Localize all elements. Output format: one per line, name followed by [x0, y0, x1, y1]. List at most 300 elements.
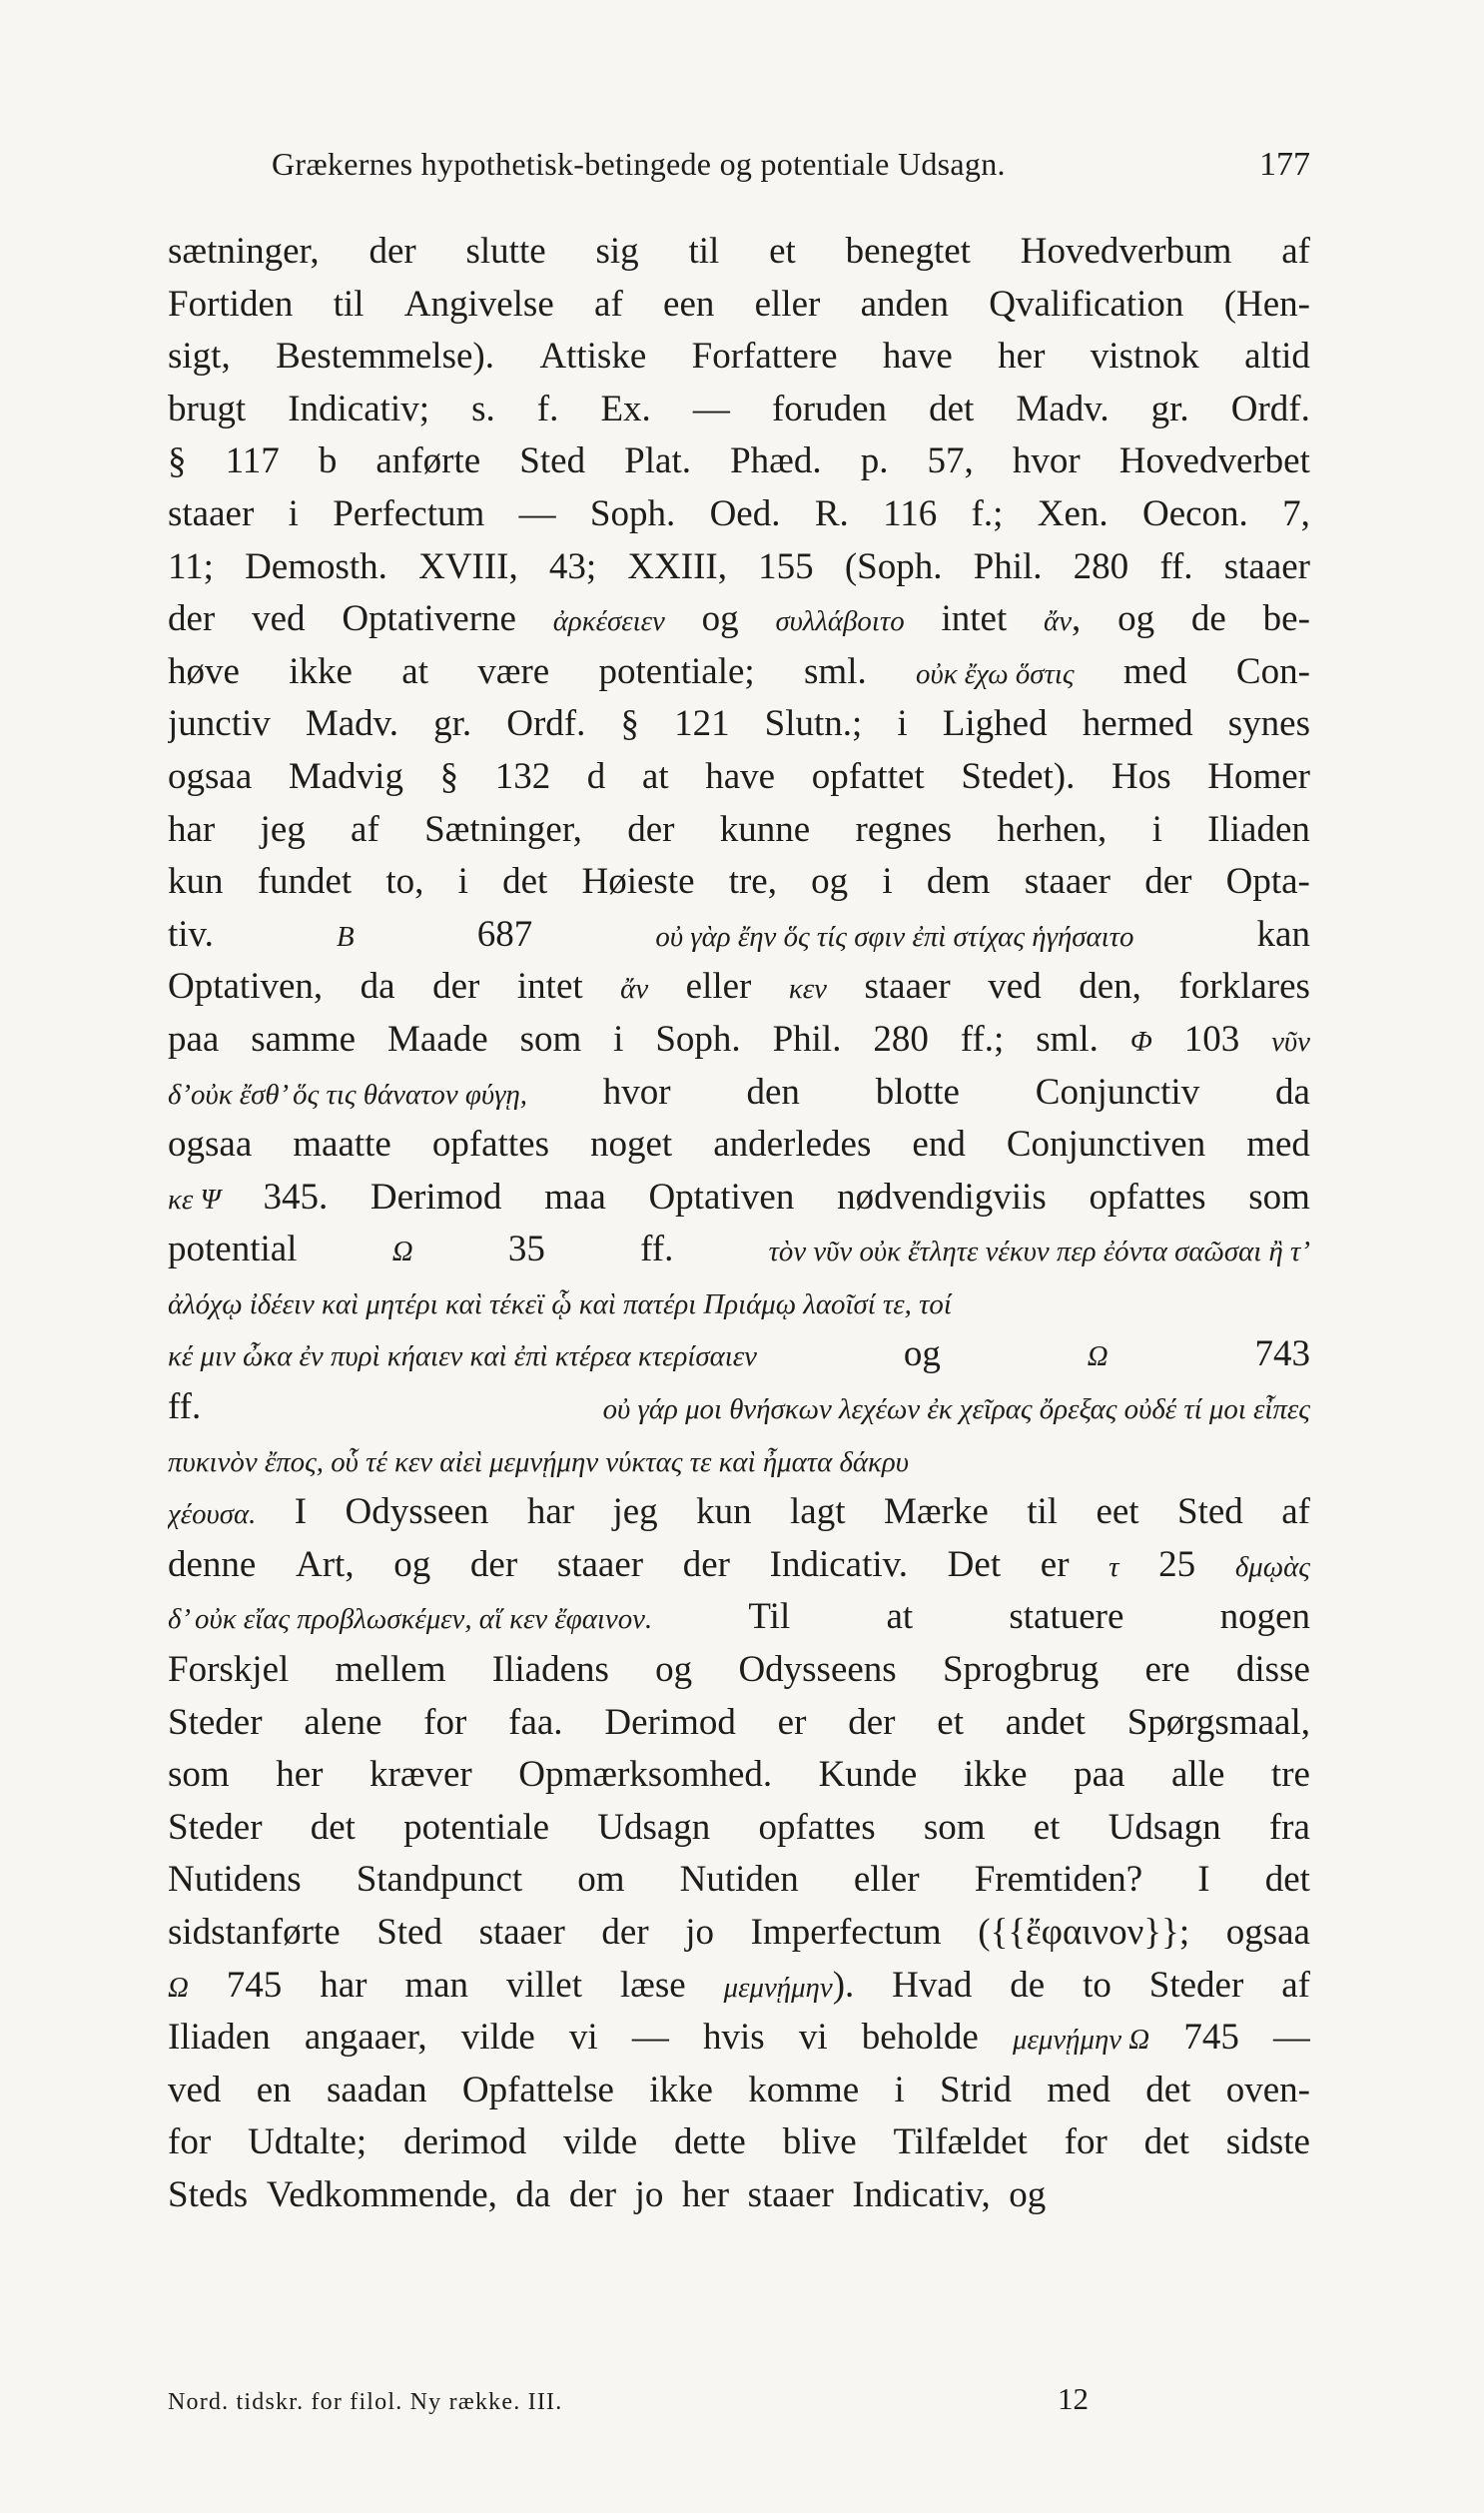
text-line — [168, 1224, 1310, 1276]
word — [769, 1224, 1310, 1276]
word: der — [432, 966, 480, 1008]
word: af — [594, 283, 623, 325]
word: Demosth. — [245, 545, 387, 587]
word: med — [1122, 650, 1187, 692]
word: XVIII, — [418, 545, 518, 587]
word: opfattet — [811, 755, 925, 797]
text-line — [168, 1749, 1310, 1802]
word: her — [998, 336, 1046, 378]
word: og — [701, 598, 739, 640]
word: d — [586, 755, 606, 797]
word: maatte — [293, 1124, 391, 1166]
word: Standpunct — [356, 1859, 523, 1901]
word: og — [811, 861, 849, 903]
word: Opta- — [1225, 861, 1310, 903]
word: Madv. — [1016, 388, 1110, 429]
word: staaer — [747, 2173, 834, 2215]
word: Indicativ, — [852, 2173, 991, 2215]
text-line — [168, 2012, 1310, 2065]
word: til — [688, 231, 720, 272]
word: sigt, — [168, 336, 231, 378]
word: af — [1281, 1964, 1310, 2006]
word: Indicativ; — [288, 388, 429, 429]
word: at — [641, 755, 669, 797]
word: ikke — [963, 1754, 1028, 1796]
greek-quote: δ’ οὐκ εἴας προβλωσκέμεν, αἵ κεν ἔφαινον. — [168, 1603, 653, 1636]
word: alene — [304, 1701, 382, 1743]
greek-quote: ἀλόχῳ ἰδέειν καὶ μητέρι καὶ τέκεϊ ᾧ καὶ πατέρι Πριάμῳ λαοῖσί τε, τοί — [168, 1287, 952, 1320]
sheet-number: 12 — [1058, 2381, 1089, 2416]
word: kun — [168, 861, 224, 903]
word: et — [769, 231, 796, 272]
word: Odysseens — [738, 1649, 897, 1691]
word: det — [310, 1806, 356, 1848]
word: da — [1275, 1071, 1310, 1113]
word: Ordf. — [506, 703, 586, 745]
word: den — [746, 1071, 800, 1113]
word: lagt — [790, 1491, 846, 1533]
word: Spørgsmaal, — [1126, 1701, 1310, 1743]
word: μεμνῄμην). — [723, 1964, 855, 2006]
word: der — [1144, 861, 1192, 903]
word: altid — [1244, 336, 1310, 378]
word: Til — [748, 1596, 791, 1638]
word: for — [1064, 2121, 1108, 2163]
word: maa — [544, 1176, 606, 1218]
word: f. — [536, 388, 559, 429]
word: Forskjel — [168, 1649, 290, 1691]
word: for — [168, 2121, 212, 2163]
word: samme — [251, 1018, 357, 1060]
word: i — [882, 861, 893, 903]
word: anderledes — [713, 1124, 872, 1166]
word: har — [526, 1491, 575, 1533]
text-line — [168, 1486, 1310, 1539]
word: komme — [748, 2069, 860, 2110]
word: ff. — [640, 1229, 674, 1270]
word: staaer — [1223, 545, 1310, 587]
word — [168, 1591, 652, 1644]
word: sidste — [1225, 2121, 1310, 2163]
word: i — [1151, 808, 1162, 850]
word: fundet — [257, 861, 353, 903]
text-line — [168, 698, 1310, 751]
text-line — [168, 279, 1310, 332]
word: de — [1190, 598, 1226, 640]
greek-quote: τ — [1109, 1550, 1119, 1583]
text-line — [168, 1067, 1310, 1120]
word: Fortiden — [168, 283, 294, 325]
word: og — [393, 1543, 431, 1585]
word — [168, 1172, 221, 1225]
word: Angivelse — [403, 283, 554, 325]
word: Optativerne — [342, 598, 516, 640]
word — [168, 1486, 256, 1539]
word: paa — [168, 1018, 220, 1060]
word: det — [502, 861, 548, 903]
word: staaer — [864, 966, 951, 1008]
word: Hovedverbum — [1020, 231, 1232, 272]
word: tre, — [728, 861, 777, 903]
word: andet — [1005, 1701, 1086, 1743]
text-line — [168, 856, 1310, 909]
word — [168, 1067, 527, 1120]
word: Homer — [1207, 755, 1310, 797]
word: (Soph. — [844, 545, 943, 587]
word: kræver — [370, 1754, 472, 1796]
word: dem — [926, 861, 991, 903]
text-line — [168, 1328, 1310, 1381]
word: de — [1010, 1964, 1046, 2006]
word: beholde — [861, 2017, 979, 2059]
word: paa — [1074, 1754, 1125, 1796]
word: da — [360, 966, 395, 1008]
word: 745 — [1183, 2017, 1239, 2059]
word: af — [1281, 1491, 1310, 1533]
word: Sætninger, — [424, 808, 582, 850]
greek-quote: νῦν — [1271, 1025, 1310, 1058]
word: Indicativ. — [769, 1543, 909, 1585]
text-line — [168, 541, 1310, 594]
word: Udsagn — [597, 1806, 711, 1848]
word: Soph. — [589, 492, 676, 534]
word — [337, 909, 355, 962]
word: Steds — [168, 2173, 249, 2215]
word — [916, 646, 1075, 699]
word: 743 — [1254, 1333, 1310, 1375]
word: Opmærksomhed. — [518, 1754, 773, 1796]
word: 687 — [476, 913, 533, 955]
word: regnes — [855, 808, 953, 850]
word: der — [682, 1543, 730, 1585]
word: at — [886, 1596, 914, 1638]
word — [1235, 1539, 1310, 1592]
word: foruden — [771, 388, 888, 429]
greek-quote: Ω — [168, 1971, 189, 2004]
word: 43; — [548, 545, 597, 587]
word: 57, — [927, 440, 974, 482]
word: Nutiden — [679, 1859, 799, 1901]
word: og — [903, 1333, 941, 1375]
word: XXIII, — [627, 545, 727, 587]
word — [655, 909, 1133, 962]
word: den, — [1079, 966, 1141, 1008]
word: fra — [1268, 1806, 1310, 1848]
text-line — [168, 593, 1310, 646]
word: har — [168, 808, 216, 850]
word: 7, — [1282, 492, 1310, 534]
word: der — [848, 1701, 896, 1743]
greek-quote: πυκινὸν ἔπος, οὗ τέ κεν αἰεὶ μεμνῄμην νύκτας τε καὶ ἦματα δάκρυ — [168, 1445, 909, 1478]
word: 280 — [873, 1018, 929, 1060]
text-line — [168, 1172, 1310, 1225]
greek-quote: Ω — [1087, 1340, 1109, 1373]
word: oven- — [1225, 2069, 1310, 2110]
word: opfattes — [431, 1124, 549, 1166]
word: staaer — [1024, 861, 1111, 903]
word — [168, 1960, 189, 2013]
word: Udtalte; — [247, 2121, 368, 2163]
greek-quote: μεμνῄμην — [723, 1971, 833, 2004]
word: ogsaa — [168, 1124, 253, 1166]
word: Imperfectum — [750, 1912, 942, 1953]
word: § — [168, 440, 187, 482]
word: blive — [782, 2121, 857, 2163]
word — [1109, 1539, 1118, 1592]
text-line — [168, 1276, 1310, 1329]
word: læse — [619, 1964, 686, 2006]
text-line — [168, 1854, 1310, 1907]
greek-quote: κε Ψ — [168, 1183, 221, 1216]
word: synes — [1227, 703, 1310, 745]
word: jeg — [260, 808, 306, 850]
word: om — [577, 1859, 625, 1901]
word: Madv. — [305, 703, 399, 745]
word: Ordf. — [1230, 388, 1310, 429]
word: b — [318, 440, 338, 482]
word: til — [333, 283, 365, 325]
word: be- — [1262, 598, 1310, 640]
word: Hvad — [892, 1964, 973, 2006]
word: som — [519, 1018, 582, 1060]
word — [603, 1381, 1310, 1434]
word: som — [1248, 1176, 1310, 1218]
word: — — [692, 388, 730, 429]
word: Odysseen — [345, 1491, 489, 1533]
word: Steder — [168, 1806, 263, 1848]
word: Strid — [940, 2069, 1012, 2110]
word: et — [1033, 1806, 1061, 1848]
word: det — [1145, 2069, 1191, 2110]
greek-quote: οὐ γὰρ ἔην ὅς τίς σφιν ἐπὶ στίχας ἡγήσαιτο — [655, 920, 1134, 953]
word: og — [1117, 598, 1155, 640]
word — [1088, 1328, 1109, 1381]
word: ({{ἔφαινον}}; — [978, 1912, 1190, 1953]
word: som — [168, 1754, 230, 1796]
word: af — [351, 808, 379, 850]
word: ἄν, — [1044, 598, 1082, 640]
word: ved — [168, 2069, 222, 2110]
word: Phæd. — [730, 440, 822, 482]
word: jeg — [612, 1491, 658, 1533]
word: villet — [505, 1964, 582, 2006]
word: denne — [168, 1543, 257, 1585]
word: 117 — [225, 440, 280, 482]
word: I — [1197, 1859, 1210, 1901]
word: nødvendigviis — [837, 1176, 1047, 1218]
word: Mærke — [883, 1491, 989, 1533]
text-line — [168, 1381, 1310, 1434]
word: Attiske — [539, 336, 647, 378]
word: være — [477, 650, 550, 692]
text-line — [168, 384, 1310, 436]
word: Det — [947, 1543, 1002, 1585]
word: junctiv — [168, 703, 271, 745]
greek-quote: Φ — [1129, 1025, 1152, 1058]
word: sml. — [804, 650, 867, 692]
word: alle — [1170, 1754, 1225, 1796]
word: 132 — [494, 755, 551, 797]
text-line — [168, 1802, 1310, 1855]
word: vistnok — [1090, 336, 1199, 378]
text-line — [168, 1539, 1310, 1592]
word: een — [663, 283, 715, 325]
word: der — [369, 231, 416, 272]
word: Forfattere — [691, 336, 838, 378]
word: gr. — [433, 703, 472, 745]
word: og — [1009, 2173, 1047, 2215]
word: i — [897, 703, 908, 745]
word: 35 — [507, 1229, 545, 1270]
word: af — [1281, 231, 1310, 272]
word: hvis — [702, 2017, 765, 2059]
word: nogen — [1219, 1596, 1310, 1638]
word: Udsagn — [1108, 1806, 1221, 1848]
word — [1130, 1014, 1152, 1067]
word: i — [613, 1018, 624, 1060]
word: Nutidens — [168, 1859, 302, 1901]
word: forklares — [1178, 966, 1310, 1008]
word: kun — [696, 1491, 752, 1533]
word: Vedkommende, — [266, 2173, 497, 2215]
word: blotte — [875, 1071, 960, 1113]
journal-signature: Nord. tidskr. for filol. Ny række. III. — [168, 2389, 563, 2415]
word: med — [1047, 2069, 1111, 2110]
word: have — [705, 755, 776, 797]
text-line — [168, 226, 1310, 279]
text-line — [168, 1644, 1310, 1697]
word: ff. — [168, 1386, 202, 1428]
word: 25 — [1158, 1543, 1196, 1585]
word: Derimod — [370, 1176, 502, 1218]
word: Lighed — [942, 703, 1048, 745]
word: to, — [385, 861, 424, 903]
word — [620, 961, 648, 1014]
word: Art, — [296, 1543, 355, 1585]
word: i — [288, 492, 299, 534]
greek-quote: μεμνῄμην Ω — [1013, 2024, 1150, 2057]
text-line — [168, 2169, 1310, 2222]
word: Sprogbrug — [942, 1649, 1100, 1691]
word: I — [294, 1491, 308, 1533]
word: her — [276, 1754, 324, 1796]
word: Soph. — [655, 1018, 741, 1060]
word — [1013, 2012, 1149, 2065]
word: opfattes — [1089, 1176, 1206, 1218]
word: ikke — [289, 650, 353, 692]
word: kunne — [719, 808, 811, 850]
word: at — [401, 650, 428, 692]
text-line — [168, 1119, 1310, 1172]
word: vilde — [563, 2121, 638, 2163]
word: Kunde — [818, 1754, 918, 1796]
word — [1271, 1014, 1310, 1067]
word — [168, 1276, 952, 1329]
greek-quote: δ’οὐκ ἔσθ’ ὅς τις θάνατον φύγῃ, — [168, 1078, 527, 1111]
word: der — [627, 808, 675, 850]
word — [168, 1434, 909, 1487]
word: § — [620, 703, 639, 745]
text-line — [168, 804, 1310, 857]
word: for — [423, 1701, 467, 1743]
word: ved — [988, 966, 1042, 1008]
word: Ex. — [600, 388, 651, 429]
word: gr. — [1150, 388, 1189, 429]
word: s. — [471, 388, 495, 429]
word: Steder — [168, 1701, 263, 1743]
word: mellem — [335, 1649, 446, 1691]
word: brugt — [168, 388, 247, 429]
word: ved — [252, 598, 306, 640]
word: der — [469, 1543, 518, 1585]
word: Qvalification — [989, 283, 1184, 325]
word: 280 — [1073, 545, 1129, 587]
word: saadan — [326, 2069, 427, 2110]
word: Steder — [1148, 1964, 1244, 2006]
word: f.; — [971, 492, 1004, 534]
word: eet — [1096, 1491, 1139, 1533]
page-number: 177 — [1259, 146, 1310, 183]
word: ff.; — [960, 1018, 1005, 1060]
word: til — [1027, 1491, 1059, 1533]
text-line — [168, 1434, 1310, 1487]
word: ikke — [649, 2069, 713, 2110]
word: hvor — [602, 1071, 671, 1113]
text-line — [168, 435, 1310, 488]
greek-quote: ἄν — [1044, 605, 1073, 638]
word: i — [894, 2069, 905, 2110]
word: Oecon. — [1141, 492, 1248, 534]
word: med — [1246, 1124, 1310, 1166]
greek-quote: τὸν νῦν οὐκ ἔτλητε νέκυν περ ἐόντα σαῶσαι ἢ τ’ — [768, 1236, 1310, 1268]
word: der — [601, 1912, 649, 1953]
word: Con- — [1235, 650, 1310, 692]
word: der — [168, 598, 216, 640]
text-line — [168, 961, 1310, 1014]
word: Slutn.; — [764, 703, 863, 745]
text-line — [168, 488, 1310, 541]
word: kan — [1256, 913, 1310, 955]
word: to — [1083, 1964, 1112, 2006]
word: Plat. — [624, 440, 691, 482]
word: 155 — [758, 545, 814, 587]
word: det — [1143, 2121, 1189, 2163]
word: er — [1040, 1543, 1070, 1585]
word: Conjunctiven — [1006, 1124, 1206, 1166]
word: Derimod — [604, 1701, 736, 1743]
word: sml. — [1036, 1018, 1099, 1060]
greek-quote: οὐ γάρ μοι θνήσκων λεχέων ἐκ χεῖρας ὄρεξας οὐδέ τί μοι εἶπες — [602, 1393, 1310, 1426]
footer — [168, 2381, 1310, 2417]
word: Iliaden — [168, 2017, 271, 2059]
word: — — [518, 492, 556, 534]
word: p. — [860, 440, 889, 482]
word: vi — [798, 2017, 828, 2059]
word: Høieste — [581, 861, 695, 903]
text-line — [168, 1014, 1310, 1067]
running-header — [272, 146, 1310, 196]
word: Hovedverbet — [1118, 440, 1310, 482]
word: og — [655, 1649, 693, 1691]
word: potentiale; — [598, 650, 755, 692]
word: det — [1264, 1859, 1310, 1901]
word: høve — [168, 650, 240, 692]
word: ff. — [1159, 545, 1193, 587]
greek-quote: κεν — [788, 973, 827, 1006]
word: Xen. — [1037, 492, 1109, 534]
greek-quote: χέουσα. — [168, 1498, 257, 1531]
text-line — [168, 1907, 1310, 1960]
